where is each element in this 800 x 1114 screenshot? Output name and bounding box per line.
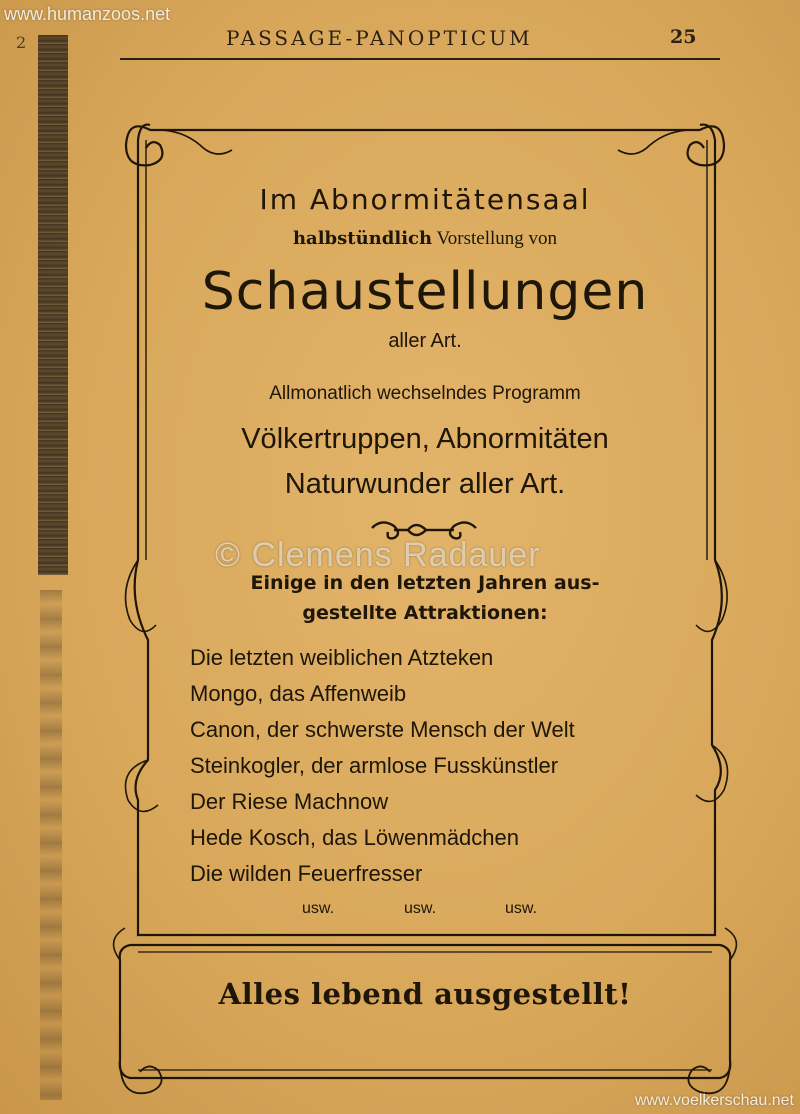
running-head: PASSAGE-PANOPTICUM bbox=[226, 26, 533, 50]
watermark-top: www.humanzoos.net bbox=[4, 4, 171, 24]
performance-rest: Vorstellung von bbox=[436, 228, 558, 249]
footer-slogan: Alles lebend ausgestellt! bbox=[218, 977, 632, 1011]
list-item: Die wilden Feuerfresser bbox=[190, 861, 423, 886]
subheading-line-1: Einige in den letzten Jahren aus- bbox=[250, 572, 600, 594]
subheading-line-2: gestellte Attraktionen: bbox=[302, 602, 548, 624]
attractions-list bbox=[190, 640, 575, 892]
headline-sub: aller Art. bbox=[388, 330, 462, 352]
etc-label: usw. bbox=[302, 900, 335, 917]
performance-bold: halbstündlich bbox=[292, 228, 433, 249]
program-line: Allmonatlich wechselndes Programm bbox=[269, 383, 581, 404]
list-item: Steinkogler, der armlose Fusskünstler bbox=[190, 753, 559, 778]
list-item: Die letzten weiblichen Atzteken bbox=[190, 645, 494, 670]
performance-line bbox=[150, 228, 700, 250]
page-number: 25 bbox=[670, 26, 697, 48]
poster-title: Im Abnormitätensaal bbox=[259, 183, 591, 216]
list-item: Der Riese Machnow bbox=[190, 789, 389, 814]
feature-line-1: Völkertruppen, Abnormitäten bbox=[241, 423, 609, 455]
feature-line-2: Naturwunder aller Art. bbox=[284, 468, 566, 500]
etc-label: usw. bbox=[404, 900, 437, 917]
list-item: Hede Kosch, das Löwenmädchen bbox=[190, 825, 519, 850]
headline: Schaustellungen bbox=[201, 262, 649, 322]
etc-label: usw. bbox=[505, 900, 538, 917]
margin-mark: 2 bbox=[16, 33, 27, 52]
watermark-bottom: www.voelkerschau.net bbox=[634, 1092, 794, 1109]
list-item: Canon, der schwerste Mensch der Welt bbox=[190, 717, 575, 742]
list-item: Mongo, das Affenweib bbox=[190, 681, 407, 706]
watermark-center: © Clemens Radauer bbox=[215, 536, 541, 574]
